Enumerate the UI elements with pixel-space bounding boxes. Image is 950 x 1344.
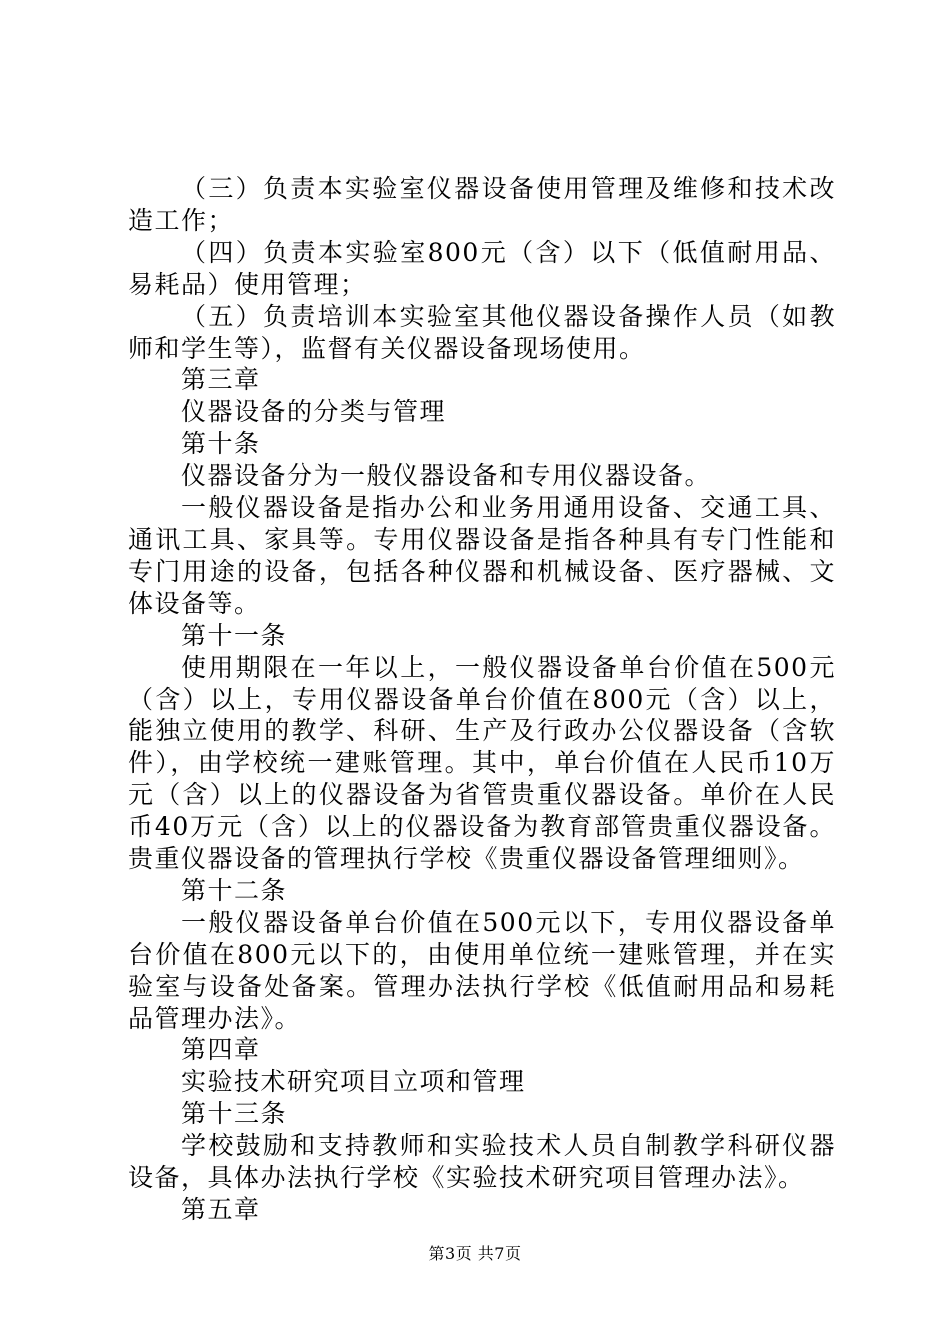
article-10-text: 仪器设备分为一般仪器设备和专用仪器设备。 [181,461,712,491]
page-footer: 第3页 共7页 [428,1244,522,1263]
chapter-title-3: 仪器设备的分类与管理 [181,397,447,427]
article-13-text: 学校鼓励和支持教师和实验技术人员自制教学科研仪器设备，具体办法执行学校《实验技术研究项目管理办法》。 [128,1131,836,1193]
chapter-heading-3: 第三章 [181,365,261,395]
document-body [128,173,836,1226]
paragraph-duty-4: （四）负责本实验室800元（含）以下（低值耐用品、易耗品）使用管理； [128,237,836,299]
article-heading-10: 第十条 [181,429,261,459]
paragraph-duty-3: （三）负责本实验室仪器设备使用管理及维修和技术改造工作； [128,174,836,235]
article-heading-12: 第十二条 [181,875,288,905]
chapter-heading-4: 第四章 [181,1035,261,1065]
chapter-title-4: 实验技术研究项目立项和管理 [181,1067,526,1097]
article-10-detail: 一般仪器设备是指办公和业务用通用设备、交通工具、通讯工具、家具等。专用仪器设备是指各种具有专门性能和专门用途的设备，包括各种仪器和机械设备、医疗器械、文体设备等。 [128,493,836,618]
paragraph-duty-5: （五）负责培训本实验室其他仪器设备操作人员（如教师和学生等），监督有关仪器设备现场使用。 [128,301,836,363]
article-12-text: 一般仪器设备单台价值在500元以下，专用仪器设备单台价值在800元以下的，由使用单位统一建账管理，并在实验室与设备处备案。管理办法执行学校《低值耐用品和易耗品管理办法》。 [128,907,836,1033]
article-heading-13: 第十三条 [181,1099,288,1129]
article-11-text: 使用期限在一年以上，一般仪器设备单台价值在500元（含）以上，专用仪器设备单台价值在800元（含）以上，能独立使用的教学、科研、生产及行政办公仪器设备（含软件），由学校统一建账管理。其中，单台价值在人民币10万元（含）以上的仪器设备为省管贵重仪器设备。单价在人民币40万元（含）以上的仪器设备为教育部管贵重仪器设备。贵重仪器设备的管理执行学校《贵重仪器设备管理细则》。 [128,652,836,874]
article-heading-11: 第十一条 [181,620,288,650]
chapter-heading-5: 第五章 [181,1195,261,1224]
